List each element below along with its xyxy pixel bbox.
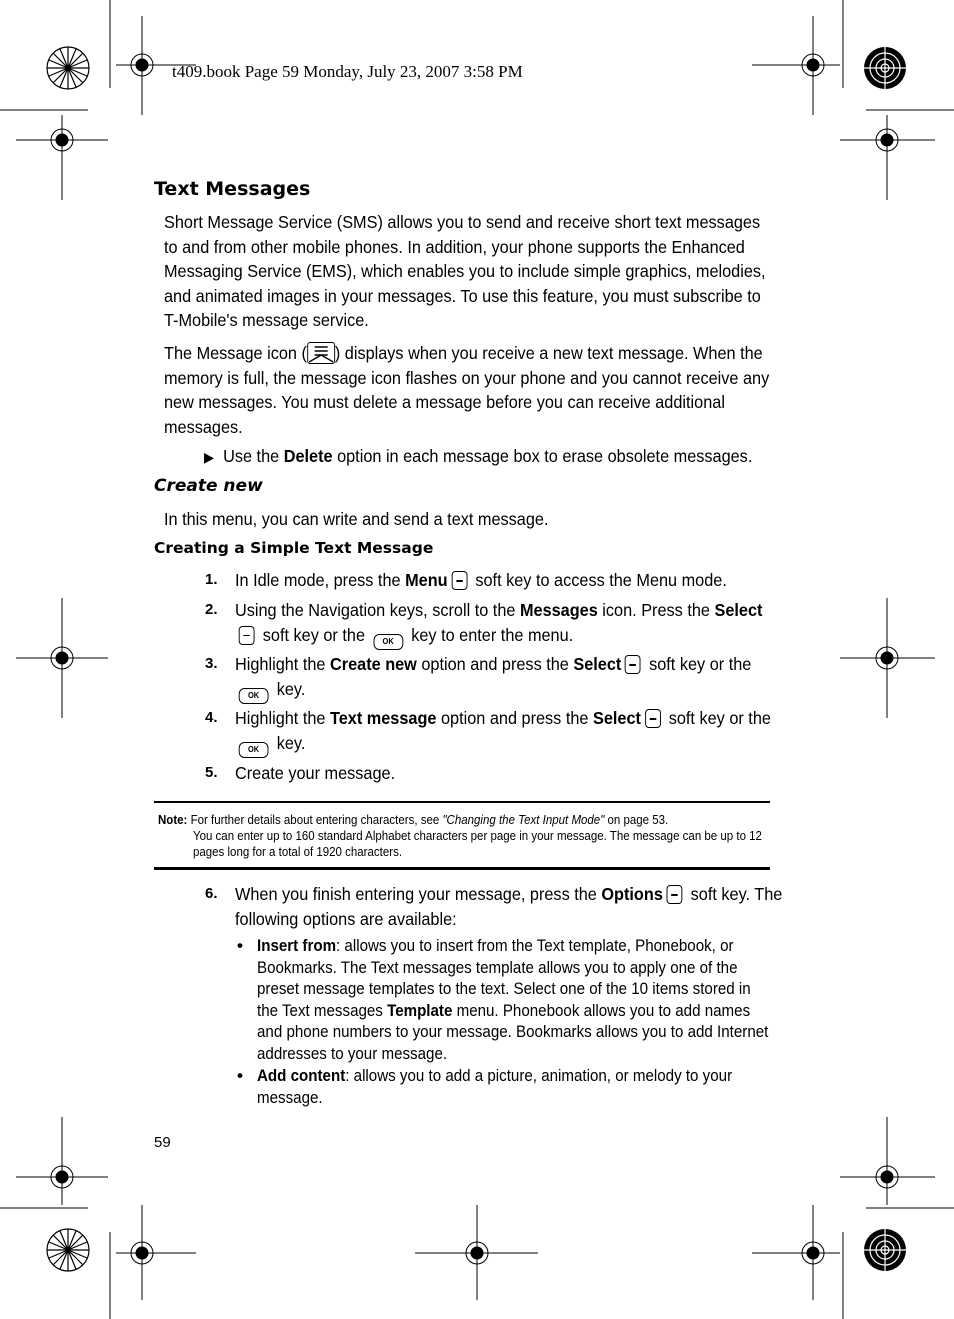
step-text-part: key. bbox=[272, 678, 306, 699]
option-text-part: : allows you to insert from the Text template, Phonebook, or Bookmarks. The Text messages template allows you to apply one of the preset message templates to the text. Select one of the 10 items stored in the Text messages bbox=[257, 936, 751, 1020]
note-line1-end: on page 53. bbox=[604, 813, 669, 827]
select-label: Select bbox=[573, 654, 622, 674]
ok-key-icon: OK bbox=[239, 688, 269, 704]
text-message-label: Text message bbox=[330, 708, 437, 728]
soft-key-icon bbox=[625, 655, 641, 674]
ok-key-icon: OK bbox=[239, 742, 269, 758]
tip-arrow-icon: ▶ bbox=[204, 449, 215, 465]
print-header: t409.book Page 59 Monday, July 23, 2007 3:58 PM bbox=[172, 62, 523, 81]
note-reference: "Changing the Text Input Mode" bbox=[442, 813, 605, 827]
create-new-heading: Create new bbox=[154, 476, 263, 496]
note-line1: For further details about entering characters, see bbox=[190, 813, 443, 827]
step-number: 5. bbox=[205, 764, 218, 781]
soft-key-icon bbox=[451, 571, 467, 590]
create-new-label: Create new bbox=[330, 654, 417, 674]
step-number: 6. bbox=[205, 885, 218, 902]
step-number: 4. bbox=[205, 709, 218, 726]
message-envelope-icon bbox=[307, 342, 335, 364]
message-icon-paragraph bbox=[164, 341, 770, 439]
select-label: Select bbox=[714, 600, 763, 620]
option-text bbox=[257, 1065, 755, 1108]
option-text-part: : allows you to add a picture, animation, or melody to your message. bbox=[257, 1066, 733, 1107]
soft-key-icon bbox=[239, 626, 255, 645]
option-text-part: menu. Phonebook allows you to add names and phone numbers to your message. Bookmarks allows you to add Internet addresses to your message. bbox=[257, 1000, 769, 1063]
step-text-part: Highlight the bbox=[235, 708, 331, 728]
note-line2: You can enter up to 160 standard Alphabet characters per page in your message. The message can be up to 12 pages long for a total of 1920 characters. bbox=[192, 829, 762, 859]
intro-paragraph: Short Message Service (SMS) allows you to send and receive short text messages to and from other mobile phones. In addition, your phone supports the Enhanced Messaging Service (EMS), which enables you to include simple graphics, melodies, and animated images in your messages. To use this feature, you must subscribe to T-Mobile's message service. bbox=[164, 212, 766, 331]
options-label: Options bbox=[601, 884, 663, 904]
step-text-part: Highlight the bbox=[235, 654, 331, 674]
delete-tip bbox=[204, 444, 781, 470]
icon-para-before: The Message icon ( bbox=[164, 343, 307, 363]
tip-delete-label: Delete bbox=[283, 446, 333, 466]
step-number: 2. bbox=[205, 601, 218, 618]
option-text bbox=[257, 935, 773, 1064]
soft-key-icon bbox=[667, 885, 683, 904]
step-text: Create your message. bbox=[235, 763, 396, 783]
step-number: 3. bbox=[205, 655, 218, 672]
step-text-part: soft key or the bbox=[664, 708, 771, 728]
step-text bbox=[235, 706, 793, 758]
insert-from-label: Insert from bbox=[257, 936, 337, 955]
select-label: Select bbox=[592, 708, 641, 728]
ok-key-icon: OK bbox=[373, 634, 403, 650]
page-number: 59 bbox=[154, 1134, 171, 1151]
note-bottom-rule bbox=[154, 867, 770, 870]
step-text-part: soft key to access the Menu mode. bbox=[470, 570, 727, 590]
tip-text-pre: Use the bbox=[223, 446, 284, 466]
menu-label: Menu bbox=[405, 570, 448, 590]
step-number: 1. bbox=[205, 571, 218, 588]
tip-text-post: option in each message box to erase obsolete messages. bbox=[332, 446, 753, 466]
bullet-dot: • bbox=[237, 936, 243, 955]
step-text-part: soft key or the bbox=[644, 654, 752, 674]
note-box bbox=[158, 812, 778, 860]
step-text-part: soft key. The following options are available: bbox=[235, 884, 783, 929]
step-text-part: key to enter the menu. bbox=[406, 624, 574, 645]
template-label: Template bbox=[387, 1000, 453, 1020]
section-title: Text Messages bbox=[154, 178, 311, 200]
step-text bbox=[235, 882, 793, 931]
simple-message-heading: Creating a Simple Text Message bbox=[154, 539, 434, 557]
step-text-part: When you finish entering your message, press the bbox=[235, 884, 602, 904]
note-label: Note: bbox=[158, 813, 188, 827]
note-top-rule bbox=[154, 801, 770, 803]
step-text-part: icon. Press the bbox=[597, 600, 715, 620]
step-text-part: In Idle mode, press the bbox=[235, 570, 406, 590]
icon-para-after: ) displays when you receive a new text message. When the memory is full, the message icon flashes on your phone and you cannot receive any new messages. You must delete a message before you can receive additional messages. bbox=[164, 343, 770, 437]
create-new-text: In this menu, you can write and send a text message. bbox=[164, 509, 549, 529]
step-text bbox=[235, 568, 793, 593]
step-text-part: key. bbox=[272, 732, 306, 753]
add-content-label: Add content bbox=[257, 1066, 346, 1085]
step-text bbox=[235, 598, 793, 650]
step-text bbox=[235, 652, 793, 704]
step-text-part: Using the Navigation keys, scroll to the bbox=[235, 600, 520, 620]
step-text-part: option and press the bbox=[416, 654, 574, 674]
soft-key-icon bbox=[645, 709, 661, 728]
step-text-part: soft key or the bbox=[258, 624, 370, 645]
step-text-part: option and press the bbox=[436, 708, 593, 728]
messages-label: Messages bbox=[519, 600, 598, 620]
bullet-dot: • bbox=[237, 1066, 243, 1085]
